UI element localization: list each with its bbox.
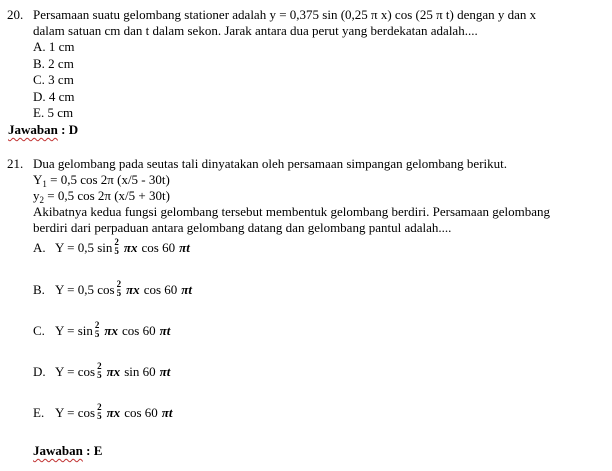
fraction-numerator: 2 xyxy=(97,361,102,371)
q21-equation-1 xyxy=(33,172,170,188)
q21-eq1-var: Y xyxy=(33,172,43,187)
option-mid: πx xyxy=(126,282,140,297)
option-prefix: Y = 0,5 sin xyxy=(55,240,113,255)
q21-option-e xyxy=(33,404,173,422)
fraction-denominator: 5 xyxy=(114,246,119,256)
q21-answer-value: : E xyxy=(86,443,103,458)
q21-answer xyxy=(33,443,102,459)
option-prefix: Y = cos xyxy=(55,364,96,379)
option-letter: C. xyxy=(33,323,45,338)
q21-text-line4: Akibatnya kedua fungsi gelombang tersebut membentuk gelombang berdiri. Persamaan gelombang xyxy=(33,204,550,219)
q21-option-a xyxy=(33,239,190,257)
option-mid: πx xyxy=(106,405,121,420)
option-post: cos 60 xyxy=(124,405,158,420)
option-post: cos 60 xyxy=(122,323,156,338)
fraction-denominator: 5 xyxy=(97,411,102,421)
option-prefix: Y = 0,5 cos xyxy=(55,282,115,297)
q21-eq2-var: y xyxy=(33,188,40,203)
q21-option-d xyxy=(33,363,170,381)
fraction-numerator: 2 xyxy=(114,237,119,247)
option-end: πt xyxy=(159,364,171,379)
q20-text-line1: Persamaan suatu gelombang stationer adalah y = 0,375 sin (0,25 π x) cos (25 π t) dengan y dan x xyxy=(33,7,537,22)
q21-option-c xyxy=(33,322,170,340)
q21-number: 21. xyxy=(7,156,24,171)
fraction-denominator: 5 xyxy=(94,329,100,339)
fraction-numerator: 2 xyxy=(94,320,100,330)
fraction-numerator: 2 xyxy=(97,402,102,412)
fraction xyxy=(97,403,102,421)
q20-number: 20. xyxy=(7,7,24,22)
q21-equation-2 xyxy=(33,188,170,204)
q21-option-b xyxy=(33,281,192,299)
option-mid: πx xyxy=(104,323,119,338)
q20-option-b: B. 2 cm xyxy=(33,56,74,71)
fraction xyxy=(117,280,122,298)
option-end: πt xyxy=(179,240,190,255)
fraction-denominator: 5 xyxy=(97,370,102,380)
q20-answer-label: Jawaban xyxy=(8,122,58,137)
fraction xyxy=(97,362,102,380)
option-letter: B. xyxy=(33,282,45,297)
q21-eq1-sub: 1 xyxy=(42,179,47,189)
option-mid: πx xyxy=(106,364,121,379)
q20-option-a: A. 1 cm xyxy=(33,39,75,54)
option-post: sin 60 xyxy=(124,364,156,379)
option-mid: πx xyxy=(123,240,138,255)
option-prefix: Y = sin xyxy=(55,323,93,338)
q20-answer-value: : D xyxy=(61,122,79,137)
q20-text-line2: dalam satuan cm dan t dalam sekon. Jarak antara dua perut yang berdekatan adalah.... xyxy=(33,23,478,38)
q20-option-e: E. 5 cm xyxy=(33,105,74,120)
option-post: cos 60 xyxy=(143,282,178,297)
option-end: πt xyxy=(181,282,192,297)
q21-answer-label: Jawaban xyxy=(33,443,83,458)
q21-text-line5: berdiri dari perpaduan antara gelombang datang dan gelombang pantul adalah.... xyxy=(33,220,452,235)
fraction-denominator: 5 xyxy=(116,288,122,298)
q20-answer xyxy=(8,122,78,138)
fraction-numerator: 2 xyxy=(116,279,122,289)
option-prefix: Y = cos xyxy=(55,405,96,420)
q21-eq2-sub: 2 xyxy=(39,195,44,205)
q20-option-d: D. 4 cm xyxy=(33,89,75,104)
q21-eq2-rest: = 0,5 cos 2π (x/5 + 30t) xyxy=(44,188,170,203)
option-end: πt xyxy=(161,405,173,420)
option-letter: D. xyxy=(33,364,46,379)
fraction xyxy=(95,321,100,339)
option-end: πt xyxy=(159,323,171,338)
option-letter: E. xyxy=(33,405,45,420)
option-post: cos 60 xyxy=(141,240,176,255)
option-letter: A. xyxy=(33,240,46,255)
q21-text-line1: Dua gelombang pada seutas tali dinyatakan oleh persamaan simpangan gelombang berikut. xyxy=(33,156,507,171)
fraction xyxy=(114,238,119,256)
q20-option-c: C. 3 cm xyxy=(33,72,74,87)
q21-eq1-rest: = 0,5 cos 2π (x/5 - 30t) xyxy=(46,172,170,187)
